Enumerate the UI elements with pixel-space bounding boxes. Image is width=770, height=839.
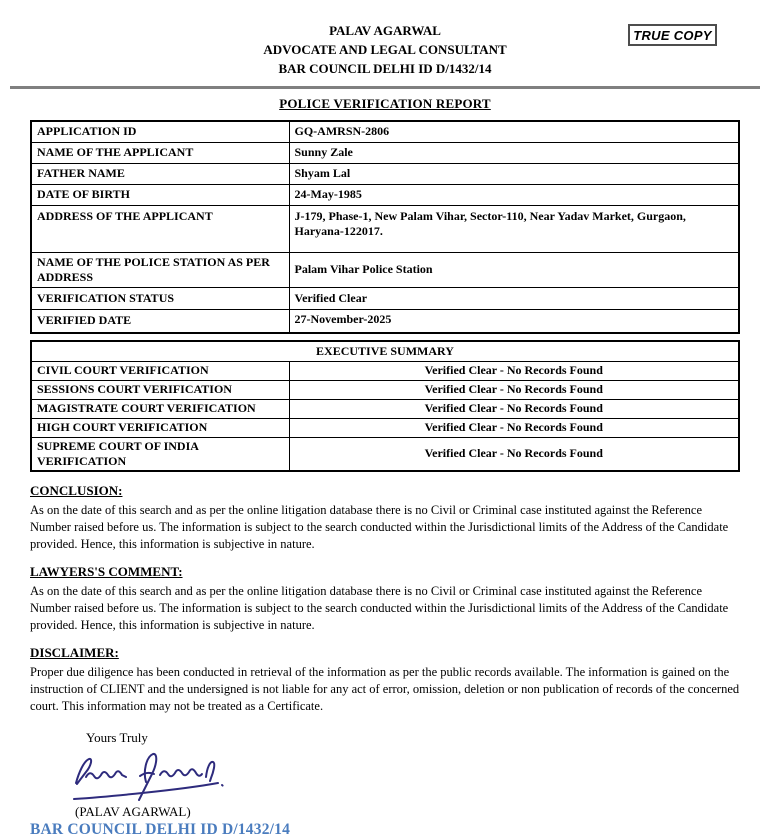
- detail-label: NAME OF THE APPLICANT: [31, 142, 289, 163]
- detail-label: DATE OF BIRTH: [31, 184, 289, 205]
- table-row: [31, 252, 739, 287]
- summary-label: CIVIL COURT VERIFICATION: [31, 361, 289, 380]
- table-row: [31, 380, 739, 399]
- summary-label: HIGH COURT VERIFICATION: [31, 418, 289, 437]
- applicant-details-table: [30, 120, 740, 334]
- detail-value: J-179, Phase-1, New Palam Vihar, Sector-110, Near Yadav Market, Gurgaon, Haryana-122017.: [289, 205, 739, 252]
- true-copy-stamp: TRUE COPY: [628, 24, 717, 46]
- table-row: [31, 121, 739, 142]
- executive-summary-title: EXECUTIVE SUMMARY: [31, 341, 739, 361]
- advocate-bar-id: BAR COUNCIL DELHI ID D/1432/14: [278, 61, 492, 76]
- lawyers-comment-heading: LAWYERS'S COMMENT:: [30, 563, 183, 579]
- detail-label: VERIFICATION STATUS: [31, 287, 289, 309]
- document-body: [30, 120, 740, 839]
- conclusion-section: [30, 483, 740, 553]
- table-row: [31, 205, 739, 252]
- detail-value: Sunny Zale: [289, 142, 739, 163]
- table-row: [31, 418, 739, 437]
- disclaimer-section: [30, 645, 740, 715]
- detail-value: 27-November-2025: [289, 309, 739, 333]
- table-row: [31, 142, 739, 163]
- conclusion-text: As on the date of this search and as per the online litigation database there is no Civil or Criminal case instituted against the Reference Number raised before us. The information is subject to the search conducted within the Jurisdictional limits of the Address of the Candidate provided. Hence, this information is subjective in nature.: [30, 502, 729, 551]
- summary-label: MAGISTRATE COURT VERIFICATION: [31, 399, 289, 418]
- detail-label: ADDRESS OF THE APPLICANT: [31, 205, 289, 252]
- disclaimer-heading: DISCLAIMER:: [30, 644, 119, 660]
- summary-value: Verified Clear - No Records Found: [289, 399, 739, 418]
- detail-value: GQ-AMRSN-2806: [289, 121, 739, 142]
- table-header-row: [31, 341, 739, 361]
- table-row: [31, 437, 739, 471]
- bar-council-id: BAR COUNCIL DELHI ID D/1432/14: [30, 820, 291, 838]
- detail-value: Palam Vihar Police Station: [289, 252, 739, 287]
- table-row: [31, 184, 739, 205]
- detail-label: APPLICATION ID: [31, 121, 289, 142]
- summary-label: SUPREME COURT OF INDIA VERIFICATION: [31, 437, 289, 471]
- lawyers-comment-section: [30, 564, 740, 634]
- report-title: POLICE VERIFICATION REPORT: [279, 96, 491, 111]
- handwritten-signature-icon: [70, 750, 230, 804]
- table-row: [31, 163, 739, 184]
- conclusion-heading: CONCLUSION:: [30, 482, 123, 498]
- summary-value: Verified Clear - No Records Found: [289, 361, 739, 380]
- detail-value: Verified Clear: [289, 287, 739, 309]
- detail-value: Shyam Lal: [289, 163, 739, 184]
- lawyers-comment-text: As on the date of this search and as per the online litigation database there is no Civil or Criminal case instituted against the Reference Number raised before us. The information is subject to the search conducted within the Jurisdictional limits of the Address of the Candidate provided. Hence, this information is subjective in nature.: [30, 583, 729, 632]
- table-row: [31, 287, 739, 309]
- executive-summary-table: [30, 340, 740, 472]
- signatory-name: (PALAV AGARWAL): [75, 803, 191, 819]
- detail-value: 24-May-1985: [289, 184, 739, 205]
- detail-label: NAME OF THE POLICE STATION AS PER ADDRESS: [31, 252, 289, 287]
- horizontal-divider: [10, 86, 760, 89]
- summary-value: Verified Clear - No Records Found: [289, 380, 739, 399]
- advocate-name: PALAV AGARWAL: [329, 23, 441, 38]
- table-row: [31, 361, 739, 380]
- detail-label: FATHER NAME: [31, 163, 289, 184]
- table-row: [31, 309, 739, 333]
- disclaimer-text: Proper due diligence has been conducted in retrieval of the information as per the public records available. The information is gained on the instruction of CLIENT and the undersigned is not liable for any act of error, omission, deletion or non publication of records of the concerned court. This information may not be treated as a Certificate.: [30, 664, 740, 713]
- table-row: [31, 399, 739, 418]
- signature: [70, 750, 740, 804]
- summary-label: SESSIONS COURT VERIFICATION: [31, 380, 289, 399]
- summary-value: Verified Clear - No Records Found: [289, 437, 739, 471]
- closing-salutation: Yours Truly: [86, 729, 148, 745]
- advocate-title: ADVOCATE AND LEGAL CONSULTANT: [263, 42, 507, 57]
- detail-label: VERIFIED DATE: [31, 309, 289, 333]
- summary-value: Verified Clear - No Records Found: [289, 418, 739, 437]
